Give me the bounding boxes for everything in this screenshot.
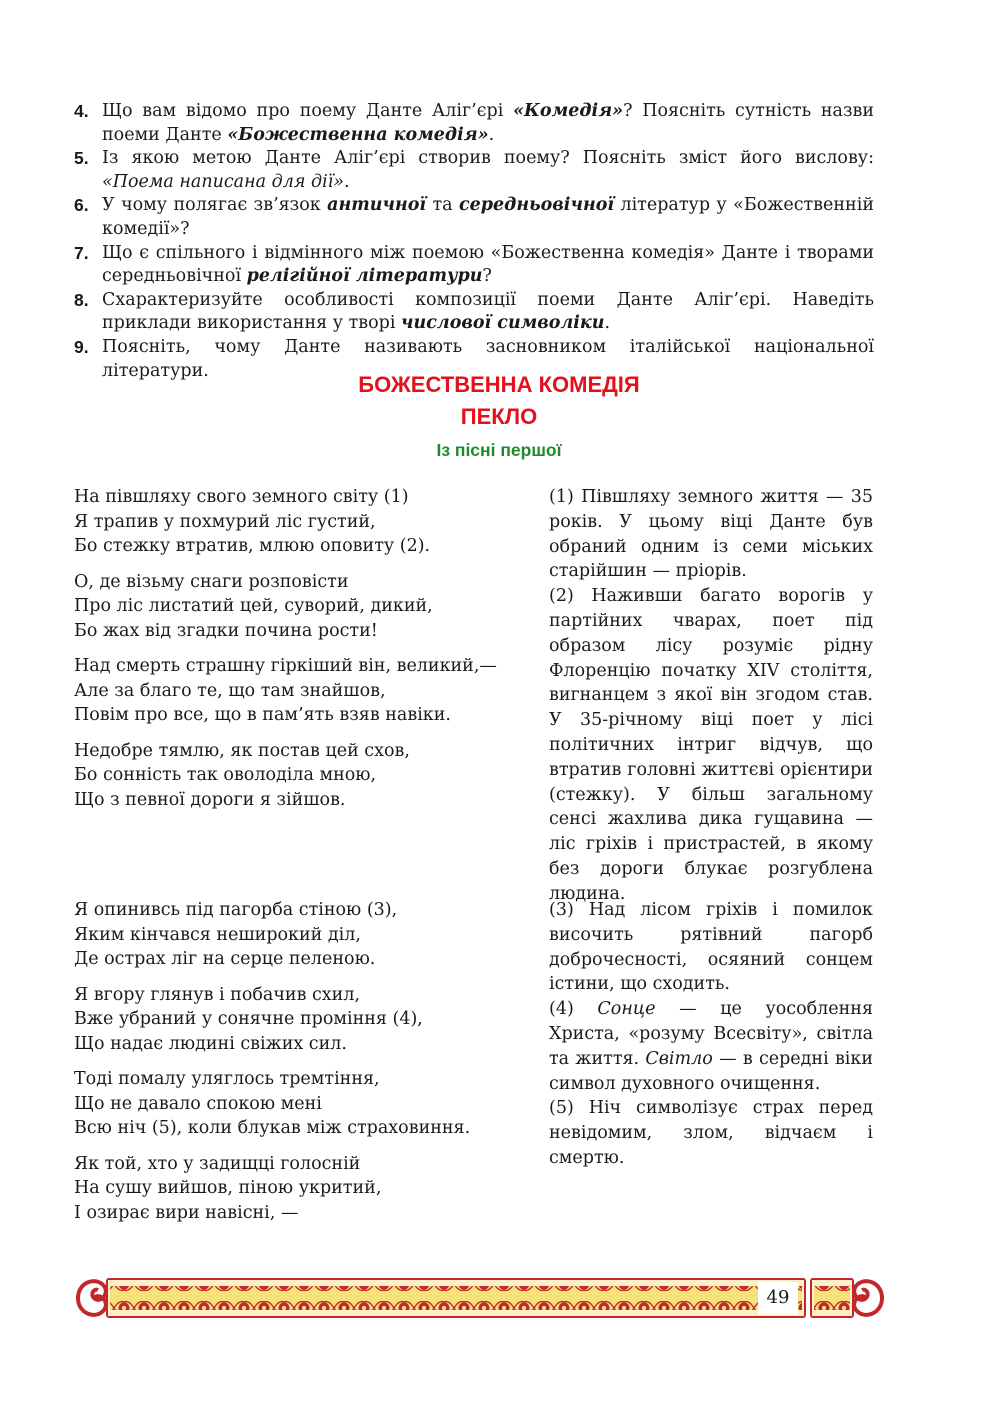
verse-line: Що надає людині свіжих сил. (74, 1033, 347, 1054)
question-text: У чому полягає зв’язок античної та середньовічної літератур у «Божественній комедії»? (102, 195, 874, 239)
footnote: (4) Сонце — це уособлення Христа, «розуму Всесвіту», світла та життя. Світло — в середні віки символ духовного очищення. (549, 999, 873, 1094)
question-number: 9. (74, 336, 89, 357)
verse-line: Бо стежку втратив, млюю оповиту (2). (74, 536, 431, 556)
verse-line: Де острах ліг на серце пеленою. (74, 949, 376, 969)
verse-line: Над смерть страшну гіркіший він, великий,— (74, 656, 497, 676)
stanza (74, 898, 524, 972)
verse-line: Як той, хто у задищці голосній (74, 1153, 361, 1174)
question-number: 5. (74, 148, 89, 169)
question-item (74, 100, 874, 147)
question-number: 6. (74, 195, 89, 216)
verse-line: Бо сонність так оволоділа мною, (74, 765, 377, 785)
notes-block-1 (549, 485, 873, 907)
question-number: 4. (74, 101, 89, 121)
part-title: ПЕКЛО (460, 404, 538, 429)
canto-subtitle: Із пісні першої (436, 440, 562, 460)
verse-line: Але за благо те, що там знайшов, (74, 680, 386, 701)
stanza (74, 739, 524, 813)
verse-line: Яким кінчався неширокий діл, (74, 924, 361, 945)
verse-line: О, де візьму снаги розповісти (74, 571, 349, 592)
verse-line: І озирає вири навісні, — (74, 1202, 299, 1223)
verse-line: На півшляху свого земного світу (1) (74, 487, 409, 507)
verse-line: Про ліс листатий цей, суворий, дикий, (74, 596, 433, 616)
verse-line: Всю ніч (5), коли блукав між страховиння. (74, 1118, 471, 1138)
question-item (74, 147, 874, 194)
stanza (74, 983, 524, 1057)
verse-line: На сушу вийшов, піною укритий, (74, 1178, 382, 1198)
footnote: (2) Наживши багато ворогів у партійних чварах, поет під образом лісу розуміє рідну Флоренцію початку XIV століття, вигнанцем з якої він згодом став. У 35-річному віці поет у лісі політичних інтриг відчув, що втратив головні життєві орієнтири (стежку). У більш загальному сенсі жахлива дика гущавина — ліс гріхів і пристрастей, в якому без дороги блукає розгублена людина. (549, 586, 873, 904)
verse-line: Недобре тямлю, як постав цей схов, (74, 740, 410, 761)
page-number: 49 (758, 1282, 798, 1314)
work-title: БОЖЕСТВЕННА КОМЕДІЯ (358, 372, 640, 397)
verse-line: Тоді помалу уляглось тремтіння, (74, 1069, 380, 1089)
verse-line: Повім про все, що в пам’ять взяв навіки. (74, 705, 451, 725)
stanza (74, 1152, 524, 1226)
notes-block-2 (549, 898, 873, 1171)
poem-block-2 (74, 898, 524, 1236)
question-item (74, 242, 874, 289)
question-text: Із якою метою Данте Аліг’єрі створив поему? Поясніть зміст його вислову: «Поема написана для дії». (102, 148, 874, 192)
question-text: Що вам відомо про поему Данте Аліг’єрі «Комедія»? Поясніть сутність назви поеми Данте «Божественна комедія». (102, 101, 875, 145)
poem-block-1 (74, 485, 524, 823)
verse-line: Що з певної дороги я зійшов. (74, 789, 346, 810)
footnote: (3) Над лісом гріхів і помилок височить рятівний пагорб доброчесності, осяяний сонцем істини, що сходить. (549, 900, 873, 995)
verse-line: Я трапив у похмурий ліс густий, (74, 511, 376, 532)
question-item (74, 289, 874, 336)
footnote: (5) Ніч символізує страх перед невідомим, злом, відчаєм і смертю. (549, 1098, 873, 1168)
verse-line: Вже убраний у сонячне проміння (4), (74, 1009, 423, 1029)
stanza (74, 570, 524, 644)
footnote: (1) Півшляху земного життя — 35 років. У цьому віці Данте був обраний одним із семи міських старійшин — пріорів. (549, 487, 873, 582)
stanza (74, 485, 524, 559)
verse-line: Що не давало спокою мені (74, 1093, 322, 1114)
question-text: Що є спільного і відмінного між поемою «Божественна комедія» Данте і творами середньовічної релігійної літератури? (102, 242, 874, 287)
stanza (74, 1067, 524, 1141)
verse-line: Я вгору глянув і побачив схил, (74, 984, 361, 1005)
stanza (74, 654, 524, 728)
question-number: 7. (74, 242, 89, 263)
question-number: 8. (74, 289, 89, 310)
verse-line: Я опинивсь під пагорба стіною (3), (74, 900, 398, 920)
question-item (74, 194, 874, 241)
question-text: Поясніть, чому Данте називають засновником італійської національної літератури. (102, 336, 874, 381)
question-text: Схарактеризуйте особливості композиції поеми Данте Аліг’єрі. Наведіть приклади використання у творі числової символіки. (102, 289, 874, 334)
verse-line: Бо жах від згадки почина рости! (74, 620, 378, 641)
questions-list (74, 100, 874, 383)
